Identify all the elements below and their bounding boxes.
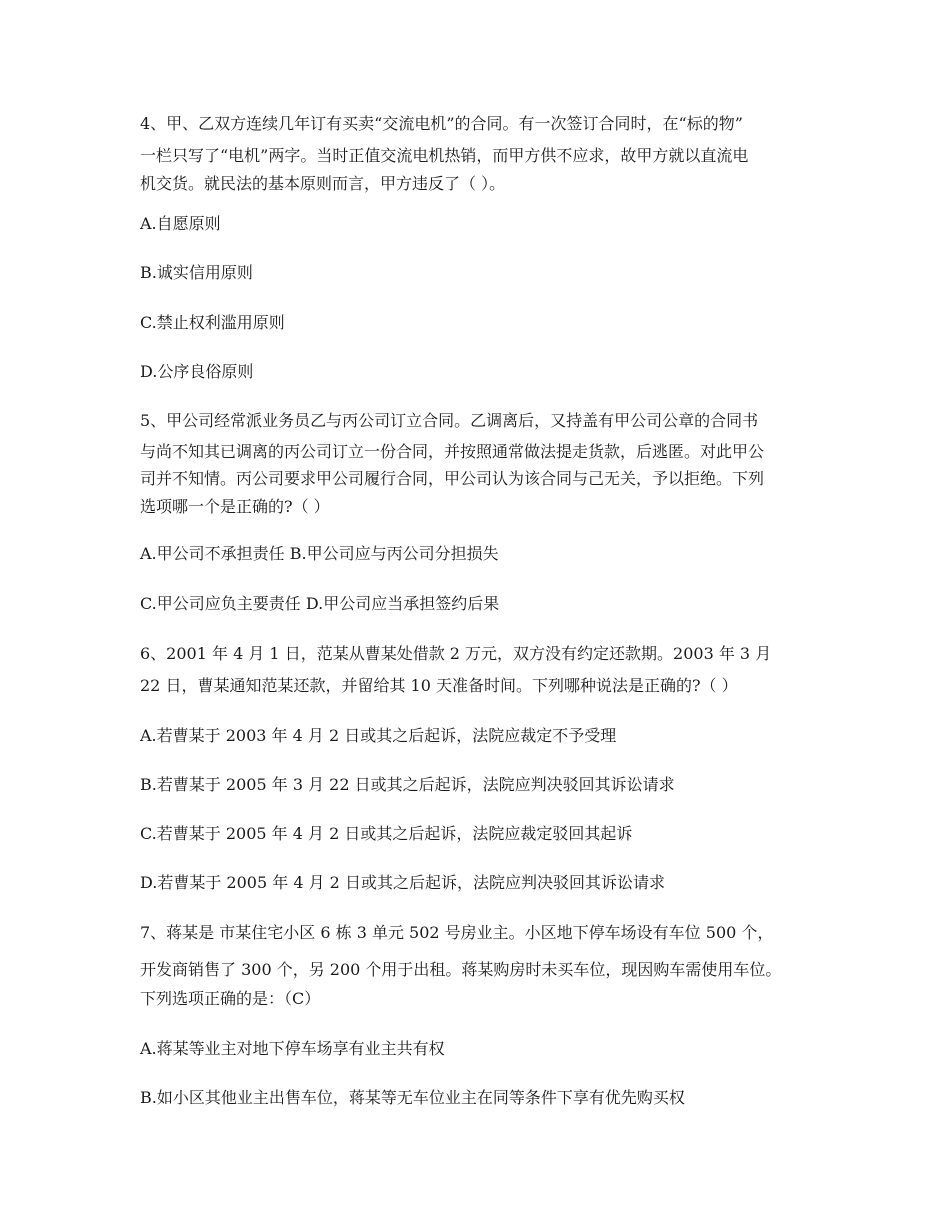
q4-option-d: D.公序良俗原则 — [140, 362, 254, 381]
q6-stem-line-1: 6、2001 年 4 月 1 日，范某从曹某处借款 2 万元，双方没有约定还款期。2003 年 3 月 — [140, 644, 772, 663]
q7-option-a: A.蒋某等业主对地下停车场享有业主共有权 — [140, 1039, 445, 1058]
q4-option-a: A.自愿原则 — [140, 214, 221, 233]
q5-stem-line-3: 司并不知情。丙公司要求甲公司履行合同，甲公司认为该合同与己无关，予以拒绝。下列 — [140, 469, 765, 488]
q5-stem-line-1: 5、甲公司经常派业务员乙与丙公司订立合同。乙调离后，又持盖有甲公司公章的合同书 — [140, 411, 759, 430]
q4-stem-line-1: 4、甲、乙双方连续几年订有买卖“交流电机”的合同。有一次签订合同时，在“标的物” — [140, 114, 743, 133]
q6-option-a: A.若曹某于 2003 年 4 月 2 日或其之后起诉，法院应裁定不予受理 — [140, 726, 617, 745]
q6-option-c: C.若曹某于 2005 年 4 月 2 日或其之后起诉，法院应裁定驳回其起诉 — [140, 824, 633, 843]
q4-stem-line-3: 机交货。就民法的基本原则而言，甲方违反了（ ）。 — [140, 174, 506, 193]
q4-stem-line-2: 一栏只写了“电机”两字。当时正值交流电机热销，而甲方供不应求，故甲方就以直流电 — [140, 146, 749, 165]
q5-stem-line-2: 与尚不知其已调离的丙公司订立一份合同，并按照通常做法提走货款，后逃匿。对此甲公 — [140, 442, 765, 461]
q5-option-cd: C.甲公司应负主要责任 D.甲公司应当承担签约后果 — [140, 594, 500, 613]
q5-option-ab: A.甲公司不承担责任 B.甲公司应与丙公司分担损失 — [140, 544, 499, 563]
q7-option-b: B.如小区其他业主出售车位，蒋某等无车位业主在同等条件下享有优先购买权 — [140, 1088, 685, 1107]
q4-option-c: C.禁止权利滥用原则 — [140, 313, 285, 332]
q7-stem-line-2: 开发商销售了 300 个，另 200 个用于出租。蒋某购房时未买车位，现因购车需使用车位。 — [140, 960, 782, 979]
q6-stem-line-2: 22 日，曹某通知范某还款，并留给其 10 天准备时间。下列哪种说法是正确的?（ ） — [140, 676, 738, 695]
q7-stem-line-1: 7、蒋某是 市某住宅小区 6 栋 3 单元 502 号房业主。小区地下停车场设有车位 500 个， — [140, 923, 774, 942]
q7-stem-line-3: 下列选项正确的是：（C） — [140, 989, 321, 1008]
q6-option-b: B.若曹某于 2005 年 3 月 22 日或其之后起诉，法院应判决驳回其诉讼请求 — [140, 775, 675, 794]
q5-stem-line-4: 选项哪一个是正确的?（ ） — [140, 497, 330, 516]
q4-option-b: B.诚实信用原则 — [140, 263, 253, 282]
q6-option-d: D.若曹某于 2005 年 4 月 2 日或其之后起诉，法院应判决驳回其诉讼请求 — [140, 873, 665, 892]
